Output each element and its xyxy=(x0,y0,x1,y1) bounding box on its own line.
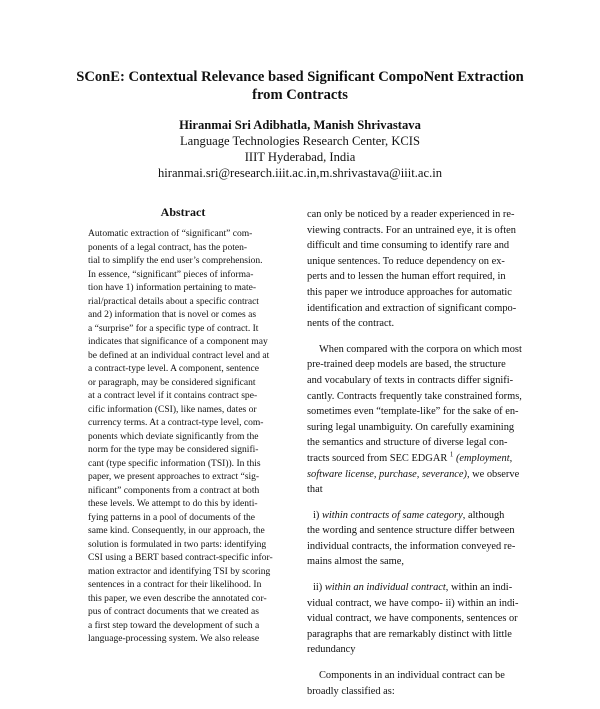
abstract-line: solution is formulated in two parts: identifying xyxy=(88,538,267,550)
paper-title xyxy=(40,68,560,104)
paragraph-2-line: pre-trained deep models are based, the structure xyxy=(307,359,506,371)
paragraph-2-line-9: software license, purchase, severance), we observe xyxy=(307,468,520,480)
abstract-line: and 2) information that is novel or comes as xyxy=(88,309,257,320)
abstract-line: CSI using a BERT based contract-specific infor- xyxy=(88,552,273,563)
abstract-line: paper, we present approaches to extract “sig- xyxy=(88,471,260,482)
paragraph-1-line: viewing contracts. For an untrained eye, it is often xyxy=(307,224,516,236)
paragraph-3-line: Components in an individual contract can be xyxy=(319,670,505,682)
paragraph-1-line: perts and to lessen the human effort required, in xyxy=(307,271,506,283)
abstract-line: currency terms. At a contract-type level, com- xyxy=(88,417,264,428)
abstract-line: cific information (CSI), like names, dates or xyxy=(88,403,257,415)
list-item-2-line: redundancy xyxy=(307,644,356,656)
abstract-text xyxy=(88,227,278,646)
list-item-2-line: vidual contract, we have compo- ii) within an indi- xyxy=(307,597,519,609)
list-item-2-line: vidual contract, we have components, sentences or xyxy=(307,613,518,625)
body-column-right xyxy=(307,207,531,709)
list-item-1: i) within contracts of same category, although the wording and sentence structure differ between individual contracts, the information conveyed re- mains almost the same, xyxy=(307,508,531,570)
list-item-1-line: the wording and sentence structure differ between xyxy=(307,525,515,537)
paragraph-1-line: this paper we introduce approaches for automatic xyxy=(307,286,512,298)
paragraph-3-line: broadly classified as: xyxy=(307,685,395,697)
abstract-line: ponents of a legal contract, has the poten- xyxy=(88,241,248,253)
abstract-line: norm for the type may be considered signifi- xyxy=(88,444,259,455)
abstract-heading: Abstract xyxy=(160,205,206,219)
abstract-line: be defined at an individual contract level and at xyxy=(88,349,270,361)
abstract-line: language-processing system. We also release xyxy=(88,633,260,644)
abstract-line: tial to simplify the end user’s comprehension. xyxy=(88,255,263,266)
abstract-line: a first step toward the development of such a xyxy=(88,619,260,631)
affiliation: Language Technologies Research Center, KCIS xyxy=(179,134,421,148)
abstract-line: pus of contract documents that we created as xyxy=(88,606,259,617)
institute: IIIT Hyderabad, India xyxy=(244,150,356,164)
abstract-line: these levels. We attempt to do this by identi- xyxy=(88,498,258,509)
paragraph-2-line: suring legal unambiguity. On carefully examining xyxy=(307,421,515,433)
author-emails: hiranmai.sri@research.iiit.ac.in,m.shrivastava@iiit.ac.in xyxy=(157,166,443,180)
list-item-2: ii) within an individual contract, within an indi- vidual contract, we have compo- ii) within an indi- vidual contract, we have components, sentences or paragraphs that are remarkably distinct with little redundancy xyxy=(307,580,531,658)
list-item-1-line: individual contracts, the information conveyed re- xyxy=(307,540,516,552)
abstract-line: ponents which deviate significantly from the xyxy=(88,430,259,442)
abstract-line: indicates that significance of a component may xyxy=(88,336,268,347)
abstract-line: In essence, “significant” pieces of informa- xyxy=(88,268,254,280)
abstract-line: nificant” components from a contract at both xyxy=(88,484,260,496)
paragraph-2-line: and vocabulary of texts in contracts differ signifi- xyxy=(307,374,514,386)
paragraph-2 xyxy=(307,342,531,498)
abstract-line: same kind. Consequently, in our approach, the xyxy=(88,525,265,536)
paragraph-2-line-10: that xyxy=(307,484,323,496)
abstract-line: this paper, we even describe the annotated cor- xyxy=(88,592,267,604)
paragraph-2-line: cantly. Contracts frequently take constrained forms, xyxy=(307,390,522,402)
author-names: Hiranmai Sri Adibhatla, Manish Shrivastava xyxy=(179,118,421,132)
abstract-line: rial/practical details about a specific contract xyxy=(88,295,259,307)
abstract-line: at a contract level if it contains contract spe- xyxy=(88,390,258,401)
abstract-line: tion have 1) information pertaining to mate- xyxy=(88,282,257,293)
abstract-line: mation extractor and identifying TSI by scoring xyxy=(88,565,271,577)
paragraph-2-line: the semantics and structure of diverse legal con- xyxy=(307,437,508,449)
paragraph-1-line: unique sentences. To reduce dependency on ex- xyxy=(307,255,505,267)
paragraph-2-line-8: tracts sourced from SEC EDGAR $^1$ (employment, xyxy=(307,450,513,464)
abstract-line: sentences in a contract for their likelihood. In xyxy=(88,579,262,590)
footnote-mark[interactable]: 1 xyxy=(449,450,454,459)
paragraph-1-line: identification and extraction of significant compo- xyxy=(307,302,517,314)
paragraph-2-line: sometimes even “template-like” for the sake of en- xyxy=(307,406,519,418)
abstract-line: Automatic extraction of “significant” com- xyxy=(88,228,253,239)
paragraph-1-line: difficult and time consuming to identify rare and xyxy=(307,240,510,252)
list-item-2-line: paragraphs that are remarkably distinct with little xyxy=(307,628,512,640)
paragraph-2-line: When compared with the corpora on which most xyxy=(319,343,522,355)
paragraph-1-line: can only be noticed by a reader experienced in re- xyxy=(307,209,515,220)
title-line-1: SConE: Contextual Relevance based Significant CompoNent Extraction xyxy=(76,69,524,85)
abstract-line: a “surprise” for a specific type of contract. It xyxy=(88,322,259,334)
list-item-1-line: mains almost the same, xyxy=(307,556,404,568)
title-line-2: from Contracts xyxy=(252,87,348,103)
abstract-line: fying patterns in a pool of documents of the xyxy=(88,511,256,523)
paragraph-1-line: nents of the contract. xyxy=(307,318,395,330)
abstract-line: a contract-type level. A component, sentence xyxy=(88,363,259,374)
paragraph-3 xyxy=(307,668,531,699)
abstract-line: or paragraph, may be considered significant xyxy=(88,376,256,388)
abstract-line: cant (type specific information (TSI)). In this xyxy=(88,457,261,469)
paragraph-1 xyxy=(307,207,531,332)
author-block xyxy=(40,117,560,181)
